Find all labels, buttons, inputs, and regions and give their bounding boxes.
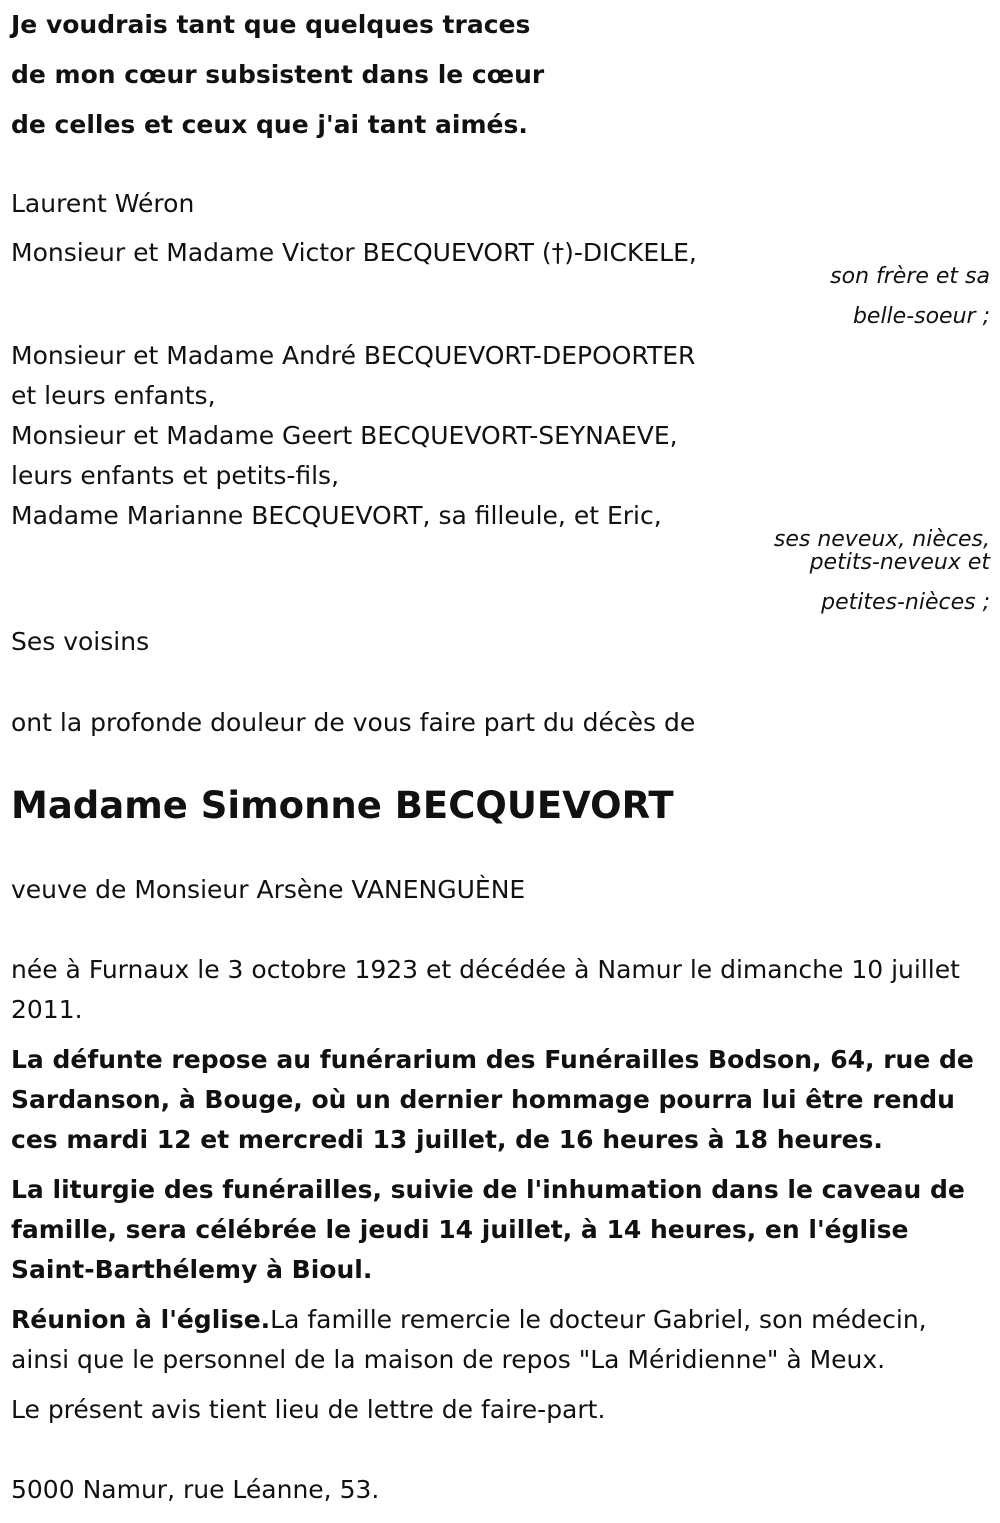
relation-nephews-line-1: ses neveux, nièces,	[773, 527, 990, 552]
epigraph-line-3: de celles et ceux que j'ai tant aimés.	[11, 110, 528, 139]
epigraph-line-1: Je voudrais tant que quelques traces	[11, 10, 531, 39]
relation-brother-line-1: son frère et sa	[830, 264, 990, 289]
family-line-geert: Monsieur et Madame Geert BECQUEVORT-SEYNAEVE,	[11, 421, 678, 450]
reunion-paragraph	[11, 1300, 991, 1380]
epigraph-line-2: de mon cœur subsistent dans le cœur	[11, 60, 545, 89]
family-line-andre: Monsieur et Madame André BECQUEVORT-DEPOORTER	[11, 341, 696, 370]
repose-text: La défunte repose au funérarium des Funérailles Bodson, 64, rue de Sardanson, à Bouge, où un dernier hommage pourra lui être rendu ces mardi 12 et mercredi 13 juillet, de 16 heures à 18 heures.	[11, 1045, 974, 1154]
reunion-text: Réunion à l'église.	[11, 1305, 271, 1334]
family-line-marianne: Madame Marianne BECQUEVORT, sa filleule, et Eric,	[11, 501, 662, 530]
deceased-name: Madame Simonne BECQUEVORT	[11, 784, 674, 827]
family-line-wéron: Laurent Wéron	[11, 189, 195, 218]
birth-death-text: née à Furnaux le 3 octobre 1923 et décédée à Namur le dimanche 10 juillet 2011.	[11, 955, 960, 1024]
family-line-geert-children: leurs enfants et petits-fils,	[11, 461, 340, 490]
relation-nephews-line-2: petits-neveux et	[809, 550, 990, 575]
thanks-text: La famille remercie le docteur Gabriel, son médecin, ainsi que le personnel de la maison de repos "La Méridienne" à Meux.	[11, 1305, 927, 1374]
relation-brother-line-2: belle-soeur ;	[852, 304, 990, 329]
address: 5000 Namur, rue Léanne, 53.	[11, 1475, 380, 1504]
family-line-victor: Monsieur et Madame Victor BECQUEVORT (†)-DICKELE,	[11, 238, 697, 267]
family-line-neighbours: Ses voisins	[11, 627, 150, 656]
relation-nephews-line-3: petites-nièces ;	[821, 590, 990, 615]
notice-text: Le présent avis tient lieu de lettre de faire-part.	[11, 1395, 606, 1424]
announcement: ont la profonde douleur de vous faire part du décès de	[11, 708, 696, 737]
widow-of: veuve de Monsieur Arsène VANENGUÈNE	[11, 875, 526, 904]
family-line-andre-children: et leurs enfants,	[11, 381, 216, 410]
liturgy-text: La liturgie des funérailles, suivie de l'inhumation dans le caveau de famille, sera célébrée le jeudi 14 juillet, à 14 heures, en l'église Saint-Barthélemy à Bioul.	[11, 1175, 965, 1284]
